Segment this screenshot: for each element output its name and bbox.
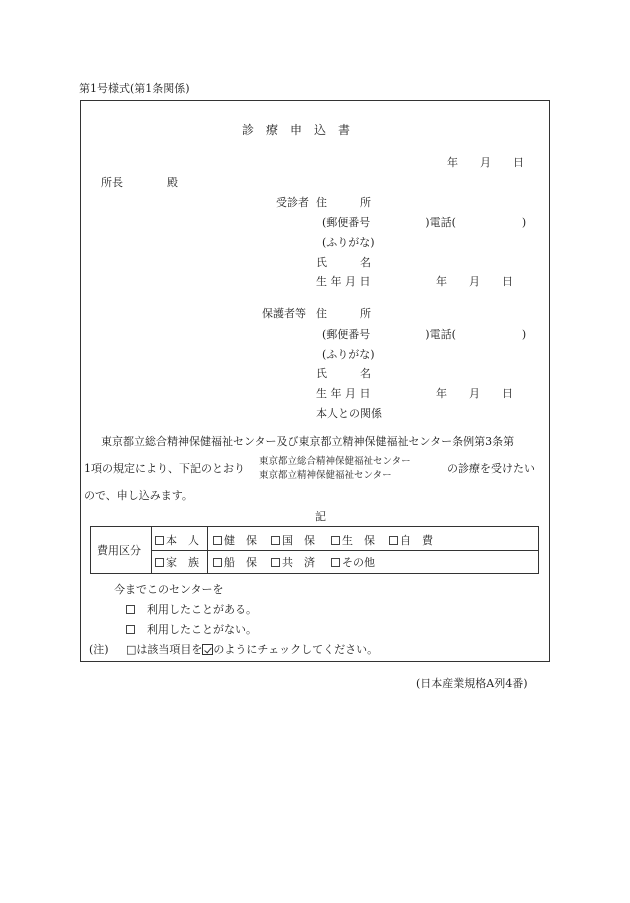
insurance-kokuho-checkbox[interactable]: [271, 536, 280, 545]
patient-dob-fields: 年 月 日: [436, 275, 513, 288]
history-yes-label: 利用したことがある。: [147, 603, 257, 616]
record-label: 記: [315, 510, 326, 523]
insurance-seiho-option[interactable]: [331, 535, 375, 546]
patient-furigana-label: (ふりがな): [322, 236, 375, 249]
insurance-other-label: その他: [342, 556, 375, 569]
payer-family-label: 家 族: [166, 556, 199, 569]
insurance-seiho-checkbox[interactable]: [331, 536, 340, 545]
insurance-jihi-label: 自 費: [400, 534, 433, 547]
guardian-dob-fields: 年 月 日: [436, 387, 513, 400]
insurance-senpo-label: 船 保: [224, 556, 257, 569]
center-option-2: 東京都立精神保健福祉センター: [259, 470, 392, 481]
insurance-kenpo-label: 健 保: [224, 534, 257, 547]
patient-dob-label: 生 年 月 日: [316, 275, 371, 288]
guardian-relation-label: 本人との関係: [316, 407, 382, 420]
insurance-senpo-checkbox[interactable]: [213, 558, 222, 567]
history-yes-checkbox[interactable]: [126, 605, 135, 614]
insurance-senpo-option[interactable]: [213, 557, 257, 568]
page-title: 診 療 申 込 書: [242, 123, 351, 137]
insurance-kyosai-option[interactable]: [271, 557, 315, 568]
checkmark-icon: [202, 644, 213, 655]
guardian-postal-phone: (郵便番号 )電話( ): [322, 328, 527, 341]
paper-size-note: (日本産業規格A列4番): [416, 677, 528, 690]
payer-family-option[interactable]: [155, 557, 199, 568]
guardian-address-label: 住 所: [316, 307, 371, 320]
insurance-jihi-checkbox[interactable]: [389, 536, 398, 545]
insurance-kokuho-option[interactable]: [271, 535, 315, 546]
insurance-kyosai-checkbox[interactable]: [271, 558, 280, 567]
note-text-prefix: □は該当項目を: [126, 643, 203, 656]
insurance-kenpo-checkbox[interactable]: [213, 536, 222, 545]
note-text: [126, 644, 378, 655]
center-option-1: 東京都立総合精神保健福祉センター: [259, 456, 411, 467]
payer-self-label: 本 人: [166, 534, 199, 547]
history-no-option[interactable]: [126, 624, 257, 635]
history-yes-option[interactable]: [126, 604, 257, 615]
guardian-role-label: 保護者等: [262, 307, 306, 320]
date-line: 年 月 日: [447, 156, 524, 169]
payer-family-checkbox[interactable]: [155, 558, 164, 567]
insurance-jihi-option[interactable]: [389, 535, 433, 546]
guardian-dob-label: 生 年 月 日: [316, 387, 371, 400]
patient-name-label: 氏 名: [316, 256, 371, 269]
addressee: 所長 殿: [101, 176, 178, 189]
insurance-other-option[interactable]: [331, 557, 375, 568]
cost-category-header: 費用区分: [97, 544, 141, 557]
form-number: 第1号様式(第1条関係): [79, 82, 190, 95]
insurance-kenpo-option[interactable]: [213, 535, 257, 546]
note-label: (注): [89, 643, 109, 656]
patient-postal-phone: (郵便番号 )電話( ): [322, 216, 527, 229]
guardian-name-label: 氏 名: [316, 367, 371, 380]
body-line-3: ので、申し込みます。: [84, 489, 193, 502]
insurance-kokuho-label: 国 保: [282, 534, 315, 547]
payer-self-option[interactable]: [155, 535, 199, 546]
note-text-suffix: のようにチェックしてください。: [213, 643, 379, 656]
patient-address-label: 住 所: [316, 196, 371, 209]
patient-role-label: 受診者: [276, 196, 309, 209]
body-line-2-prefix: 1項の規定により、下記のとおり: [84, 462, 245, 475]
history-no-checkbox[interactable]: [126, 625, 135, 634]
history-no-label: 利用したことがない。: [147, 623, 257, 636]
body-line-2-suffix: の診療を受けたい: [447, 462, 535, 475]
history-question: 今までこのセンターを: [114, 583, 224, 596]
insurance-other-checkbox[interactable]: [331, 558, 340, 567]
body-line-1: 東京都立総合精神保健福祉センター及び東京都立精神保健福祉センター条例第3条第: [101, 435, 515, 448]
insurance-seiho-label: 生 保: [342, 534, 375, 547]
guardian-furigana-label: (ふりがな): [322, 348, 375, 361]
payer-self-checkbox[interactable]: [155, 536, 164, 545]
insurance-kyosai-label: 共 済: [282, 556, 315, 569]
